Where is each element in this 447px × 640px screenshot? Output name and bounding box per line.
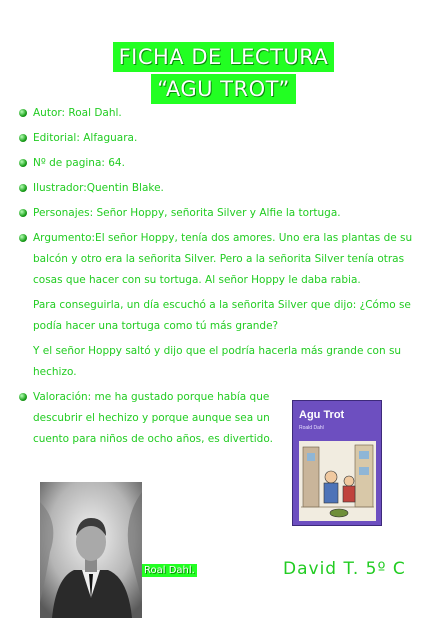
author-photo-caption: Roal Dahl. (144, 565, 195, 576)
personajes-text: Personajes: Señor Hoppy, señorita Silver y Alfie la tortuga. (33, 207, 341, 219)
bullet-icon (19, 109, 27, 117)
bullet-icon (19, 393, 27, 401)
list-item-valoracion (19, 387, 301, 450)
bullet-icon (19, 234, 27, 242)
document-title (0, 42, 447, 106)
list-item-editorial (19, 128, 419, 149)
ilustrador-text: Ilustrador:Quentin Blake. (33, 182, 164, 194)
book-cover-author: Roald Dahl (299, 425, 324, 431)
author-photo (40, 482, 142, 618)
list-item-autor (19, 103, 419, 124)
list-item-argumento (19, 228, 419, 291)
bullet-icon (19, 184, 27, 192)
argumento-text: Argumento:El señor Hoppy, tenía dos amores. Uno era las plantas de su balcón y otro era la señorita Silver. Pero a la señorita Silver tenía otras cosas que hacer con su tortuga. Al señor Hoppy le daba rabia. (33, 232, 413, 286)
bullet-icon (19, 209, 27, 217)
valoracion-text: Valoración: me ha gustado porque había que descubrir el hechizo y porque aunque sea un cuento para niños de ocho años, es divertido. (33, 391, 273, 445)
book-cover-image (292, 400, 382, 526)
argumento-paragraph: Y el señor Hoppy saltó y dijo que el podría hacerla más grande con su hechizo. (33, 345, 402, 378)
title-line-1: FICHA DE LECTURA (113, 42, 335, 72)
paginas-text: Nº de pagina: 64. (33, 157, 125, 169)
list-item-personajes (19, 203, 419, 224)
bullet-icon (19, 159, 27, 167)
book-cover-title: Agu Trot (299, 409, 345, 421)
list-item-paginas (19, 153, 419, 174)
title-line-2: “AGU TROT” (151, 74, 296, 104)
bullet-icon (19, 134, 27, 142)
student-signature: David T. 5º C (283, 559, 406, 579)
argumento-paragraph: Para conseguirla, un día escuchó a la señorita Silver que dijo: ¿Cómo se podía hacer una tortuga como tú más grande? (33, 299, 411, 332)
list-item-ilustrador (19, 178, 419, 199)
editorial-text: Editorial: Alfaguara. (33, 132, 138, 144)
book-cover-illustration (299, 441, 376, 521)
autor-text: Autor: Roal Dahl. (33, 107, 122, 119)
